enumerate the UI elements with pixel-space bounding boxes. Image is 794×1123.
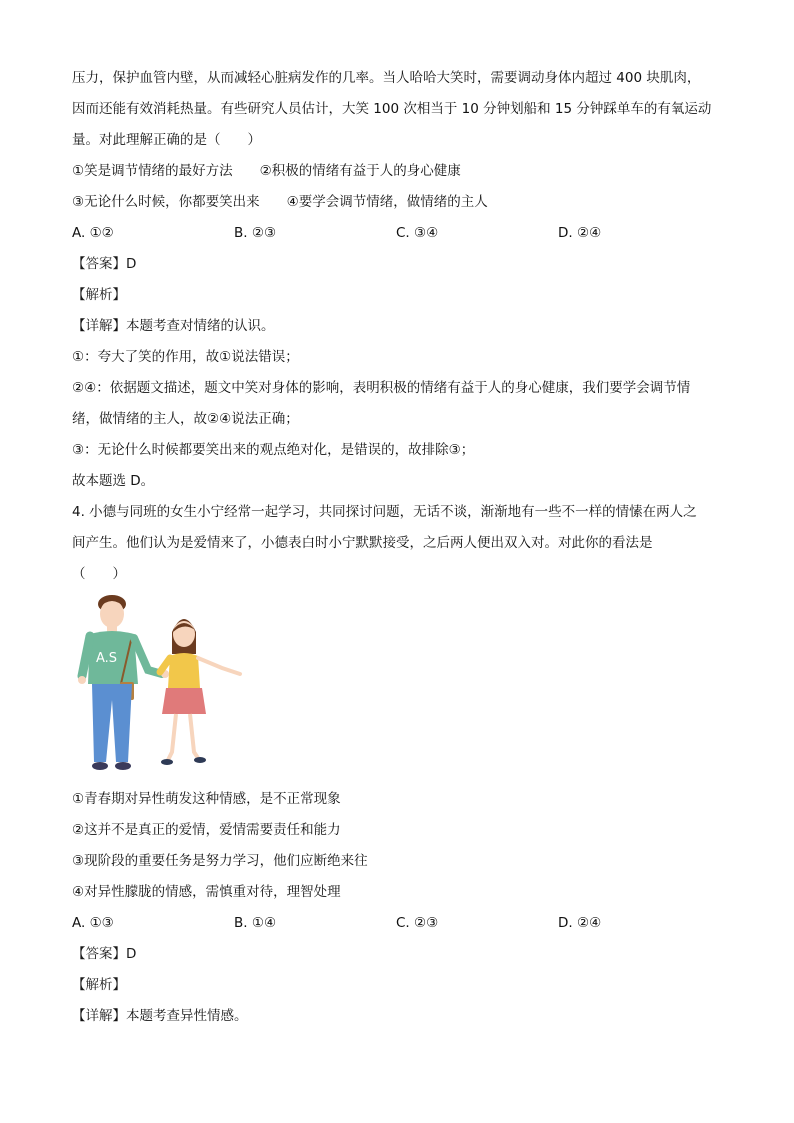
q4-option-a: A. ①③ <box>72 915 114 931</box>
q4-stem-line-3: （ ） <box>72 566 126 582</box>
q3-explain-3: 绪，做情绪的主人，故②④说法正确； <box>72 411 299 427</box>
q3-explain-2: ②④：依据题文描述，题文中笑对身体的影响，表明积极的情绪有益于人的身心健康，我们要学会调节情 <box>72 380 691 396</box>
q4-analysis-label: 【解析】 <box>72 977 126 993</box>
q3-options <box>72 218 732 249</box>
boy-figure <box>78 595 169 770</box>
q3-explain-4: ③：无论什么时候都要笑出来的观点绝对化，是错误的，故排除③； <box>72 442 475 458</box>
q4-statement-1: ①青春期对异性萌发这种情感，是不正常现象 <box>72 791 341 807</box>
q4-stem-line-2: 间产生。他们认为是爱情来了，小德表白时小宁默默接受，之后两人便出双入对。对此你的看法是 <box>72 535 653 551</box>
q3-explain-1: ①：夸大了笑的作用，故①说法错误； <box>72 349 299 365</box>
q3-stem-line-2: 因而还能有效消耗热量。有些研究人员估计，大笑 100 次相当于 10 分钟划船和 15 分钟踩单车的有氧运动 <box>72 101 712 117</box>
question-4 <box>72 497 732 1032</box>
shirt-text: A.S <box>96 651 118 666</box>
couple-illustration-svg <box>72 592 262 782</box>
q4-statement-2: ②这并不是真正的爱情，爱情需要责任和能力 <box>72 822 341 838</box>
q3-explain-5: 故本题选 D。 <box>72 473 155 489</box>
q3-option-d: D. ②④ <box>558 225 602 241</box>
q4-option-c: C. ②③ <box>396 915 439 931</box>
q4-statement-3: ③现阶段的重要任务是努力学习，他们应断绝来往 <box>72 853 368 869</box>
question-3 <box>72 63 732 497</box>
q3-option-a: A. ①② <box>72 225 114 241</box>
q3-option-c: C. ③④ <box>396 225 439 241</box>
q3-stem-line-3: 量。对此理解正确的是（ ） <box>72 132 261 148</box>
q4-statement-4: ④对异性朦胧的情感，需慎重对待，理智处理 <box>72 884 341 900</box>
q3-analysis-label: 【解析】 <box>72 287 126 303</box>
q3-stem-line-1: 压力，保护血管内壁，从而减轻心脏病发作的几率。当人哈哈大笑时，需要调动身体内超过 400 块肌肉， <box>72 70 701 86</box>
q3-answer: 【答案】D <box>72 256 137 272</box>
q4-detail: 【详解】本题考查异性情感。 <box>72 1008 248 1024</box>
q4-option-d: D. ②④ <box>558 915 602 931</box>
q3-option-b: B. ②③ <box>234 225 277 241</box>
q4-options <box>72 908 732 939</box>
q4-option-b: B. ①④ <box>234 915 277 931</box>
q3-statement-2: ③无论什么时候，你都要笑出来 ④要学会调节情绪，做情绪的主人 <box>72 194 488 210</box>
q3-statement-1: ①笑是调节情绪的最好方法 ②积极的情绪有益于人的身心健康 <box>72 163 461 179</box>
q3-detail: 【详解】本题考查对情绪的认识。 <box>72 318 275 334</box>
girl-figure <box>160 619 240 765</box>
couple-illustration <box>72 592 732 782</box>
document-page <box>72 63 732 1032</box>
q4-answer: 【答案】D <box>72 946 137 962</box>
q4-stem-line-1: 4. 小德与同班的女生小宁经常一起学习，共同探讨问题，无话不谈，渐渐地有一些不一样的情愫在两人之 <box>72 504 697 520</box>
